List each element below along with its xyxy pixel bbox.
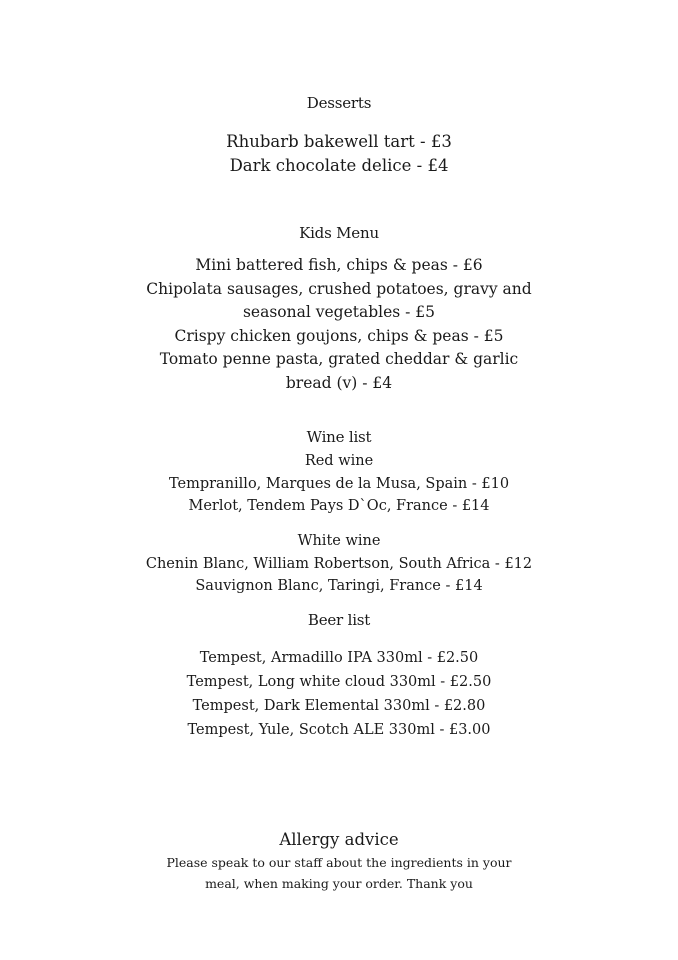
beer-item: Tempest, Dark Elemental 330ml - £2.80	[192, 698, 486, 714]
allergy-title: Allergy advice	[279, 830, 399, 849]
kids-menu-line: Tomato penne pasta, grated cheddar & garlic	[159, 350, 519, 368]
wine-list-heading: Wine list	[306, 428, 372, 446]
beer-list	[0, 646, 678, 742]
white-wine-section	[0, 530, 678, 598]
wine-item: Chenin Blanc, William Robertson, South Africa - £12	[145, 555, 533, 572]
allergy-line: Please speak to our staff about the ingredients in your	[166, 855, 512, 870]
wine-item: Merlot, Tendem Pays D`Oc, France - £14	[188, 498, 490, 514]
beer-item: Tempest, Yule, Scotch ALE 330ml - £3.00	[187, 722, 491, 738]
beer-item: Tempest, Armadillo IPA 330ml - £2.50	[199, 650, 479, 666]
beer-item: Tempest, Long white cloud 330ml - £2.50	[186, 674, 492, 690]
allergy-line: meal, when making your order. Thank you	[205, 876, 473, 891]
dessert-item: Dark chocolate delice - £4	[229, 156, 449, 175]
kids-menu-line: bread (v) - £4	[285, 373, 393, 392]
kids-menu-line: Chipolata sausages, crushed potatoes, gravy and	[146, 279, 532, 298]
allergy-text	[0, 852, 678, 894]
wine-item: Sauvignon Blanc, Taringi, France - £14	[195, 578, 483, 594]
red-wine-label: Red wine	[304, 453, 374, 469]
red-wine-section	[0, 450, 678, 518]
kids-menu-heading: Kids Menu	[299, 224, 379, 242]
desserts-list	[0, 130, 678, 178]
kids-menu-line: seasonal vegetables - £5	[242, 303, 436, 321]
kids-menu-list	[0, 254, 678, 395]
white-wine-label: White wine	[297, 533, 381, 549]
kids-menu-line: Mini battered fish, chips & peas - £6	[195, 256, 483, 274]
wine-item: Tempranillo, Marques de la Musa, Spain - £10	[168, 475, 510, 492]
kids-menu-line: Crispy chicken goujons, chips & peas - £5	[174, 326, 504, 345]
desserts-heading: Desserts	[306, 94, 372, 112]
dessert-item: Rhubarb bakewell tart - £3	[226, 132, 452, 151]
beer-list-heading: Beer list	[307, 611, 371, 629]
